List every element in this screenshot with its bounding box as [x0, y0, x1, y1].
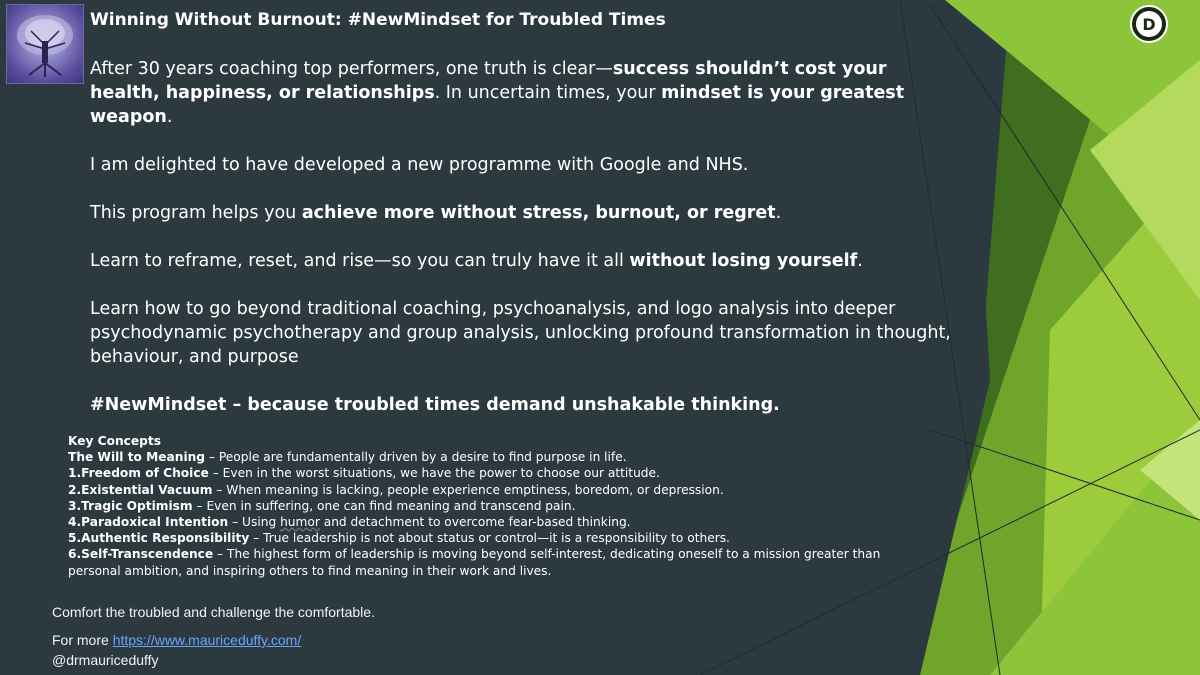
tree-logo-icon — [6, 4, 84, 84]
svg-text:D: D — [1142, 15, 1156, 34]
concept-item-6 — [68, 546, 928, 578]
paragraph-reframe — [90, 249, 960, 273]
footer-more — [52, 632, 301, 648]
key-concepts-section — [68, 433, 928, 579]
concept-term: 1.Freedom of Choice — [68, 466, 209, 481]
concept-text-2: and detachment to overcome fear-based thinking. — [319, 515, 631, 530]
footer-more-prefix: For more — [52, 632, 113, 648]
concept-term: 3.Tragic Optimism — [68, 498, 193, 513]
reframe-emphasis: without losing yourself — [629, 251, 858, 271]
concept-text: – Even in suffering, one can find meaning and transcend pain. — [192, 498, 576, 513]
doc-d-logo-icon — [1106, 4, 1192, 44]
intro-text-2: . In uncertain times, your — [434, 83, 662, 103]
hashtag-emphasis: #NewMindset – because troubled times demand unshakable thinking. — [90, 395, 780, 415]
intro-emphasis-2: mindset is your greatest weapon — [90, 83, 905, 127]
concept-item-5 — [68, 530, 928, 546]
concept-text: – People are fundamentally driven by a desire to find purpose in life. — [205, 450, 627, 465]
intro-text: After 30 years coaching top performers, one truth is clear— — [90, 59, 613, 79]
concept-term: The Will to Meaning — [68, 450, 206, 465]
concept-will-to-meaning — [68, 449, 928, 465]
reframe-text-2: . — [857, 251, 863, 271]
reframe-text: Learn to reframe, reset, and rise—so you can truly have it all — [90, 251, 630, 271]
concept-item-2 — [68, 482, 928, 498]
concept-term: 6.Self-Transcendence — [68, 547, 214, 562]
concept-text: – Using — [228, 515, 281, 530]
paragraph-program-helps — [90, 201, 960, 225]
key-concepts-heading — [68, 433, 928, 449]
paragraph-programme: I am delighted to have developed a new programme with Google and NHS. — [90, 155, 749, 175]
concept-term: 5.Authentic Responsibility — [68, 531, 250, 546]
concept-text: – The highest form of leadership is moving beyond self-interest, dedicating oneself to a mission greater than personal ambition, and inspiring others to find meaning in their work and lives. — [68, 547, 881, 578]
concept-term: 2.Existential Vacuum — [68, 482, 213, 497]
concept-text: – When meaning is lacking, people experience emptiness, boredom, or depression. — [212, 482, 724, 497]
intro-emphasis: success shouldn’t cost your health, happiness, or relationships — [90, 59, 887, 103]
main-body — [90, 57, 960, 441]
paragraph-intro — [90, 57, 960, 129]
concept-item-4 — [68, 514, 928, 530]
page-title: Winning Without Burnout: #NewMindset for Troubled Times — [90, 10, 666, 30]
intro-text-3: . — [166, 107, 173, 127]
helps-text: This program helps you — [90, 203, 302, 223]
helps-emphasis: achieve more without stress, burnout, or regret — [301, 203, 776, 223]
concept-text: – Even in the worst situations, we have the power to choose our attitude. — [208, 466, 660, 481]
helps-text-2: . — [775, 203, 782, 223]
concept-item-3 — [68, 498, 928, 514]
website-link[interactable]: https://www.mauriceduffy.com/ — [112, 632, 302, 648]
footer-quote: Comfort the troubled and challenge the comfortable. — [52, 604, 375, 620]
paragraph-beyond-coaching: Learn how to go beyond traditional coaching, psychoanalysis, and logo analysis into deeper psychodynamic psychotherapy and group analysis, unlocking profound transformation in thought, behaviour, and purpose — [90, 299, 951, 367]
key-concepts-heading-text: Key Concepts — [68, 434, 161, 448]
concept-text-humor: humor — [280, 515, 320, 530]
concept-item-1 — [68, 465, 928, 481]
footer-handle: @drmauriceduffy — [52, 652, 159, 668]
concept-text: – True leadership is not about status or control—it is a responsibility to others. — [249, 531, 730, 546]
paragraph-hashtag — [90, 393, 960, 417]
concept-term: 4.Paradoxical Intention — [68, 515, 229, 530]
